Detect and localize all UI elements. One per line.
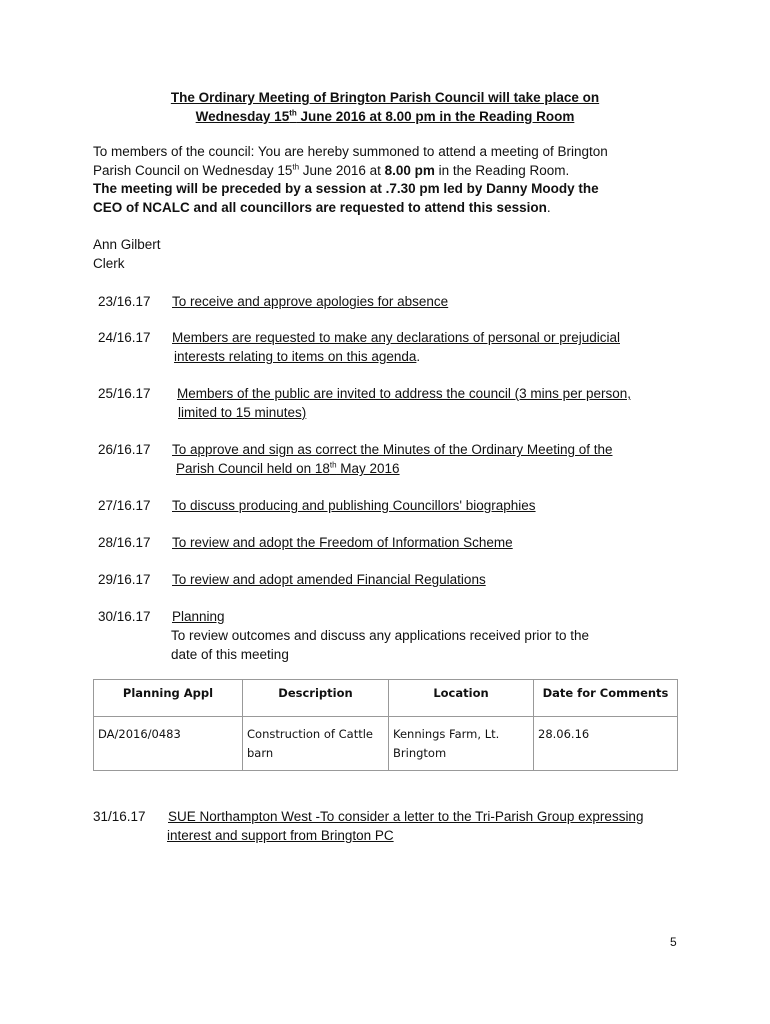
planning-table	[93, 679, 678, 771]
summons-paragraph: To members of the council: You are hereby summoned to attend a meeting of Brington Parish Council on Wednesday 15th June 2016 at 8.00 pm in the Reading Room. The meeting will be preceded by a session at .7.30 pm led by Danny Moody the CEO of NCALC and all councillors are requested to attend this session.	[93, 143, 693, 217]
table-header-row: Planning Appl Description Location Date for Comments	[94, 680, 678, 717]
session-notice: The meeting will be preceded by a session at .7.30 pm led by Danny Moody the	[93, 181, 599, 196]
clerk-signoff	[93, 236, 161, 273]
agenda-page: The Ordinary Meeting of Brington Parish Council will take place on Wednesday 15th June 2016 at 8.00 pm in the Reading Room To members of the council: You are hereby summoned to attend a meeting of Brington Parish Council on Wednesday 15th June 2016 at 8.00 pm in the Reading Room. The meeting will be preceded by a session at .7.30 pm led by Danny Moody the CEO of NCALC and all councillors are requested to attend this session. Ann Gilbert Clerk 23/16.17 To receive and approve apologies for absence 24/16.17 Members are requested to make any declarations of personal or prejudicial interests relating to items on this agenda. 25/16.17 Members of the public are invited to address the council (3 mins per person, limited to 15 minutes) 26/16.17 To approve and sign as correct the Minutes of the Ordinary Meeting of the Parish Council held on 18th May 2016 27/16.17 To discuss producing and publishing Councillors' biographies 28/16.17 To review and adopt the Freedom of Information Scheme 29/16.17 To review and adopt amended Financial Regulations 30/16.17 Planning To review outcomes and discuss any applications received prior to the date of this meeting Planning Appl Description Location Date for Comments DA/2016/0483 Construction of Cattle barn Kennings Farm, Lt. Bringtom 28.06.16 31/16.17 SUE Northampton West -To consider a letter to the Tri-Parish Group expressing interest and support from Brington PC 5	[0, 0, 770, 1024]
clerk-name: Ann Gilbert	[93, 237, 161, 252]
table-row: DA/2016/0483 Construction of Cattle barn Kennings Farm, Lt. Bringtom 28.06.16	[94, 717, 678, 771]
title-line-2: Wednesday 15th June 2016 at 8.00 pm in the Reading Room	[195, 108, 575, 124]
page-number: 5	[670, 935, 677, 949]
clerk-role: Clerk	[93, 255, 125, 271]
title-line-1: The Ordinary Meeting of Brington Parish Council will take place on	[170, 90, 600, 105]
meeting-title	[60, 88, 710, 126]
